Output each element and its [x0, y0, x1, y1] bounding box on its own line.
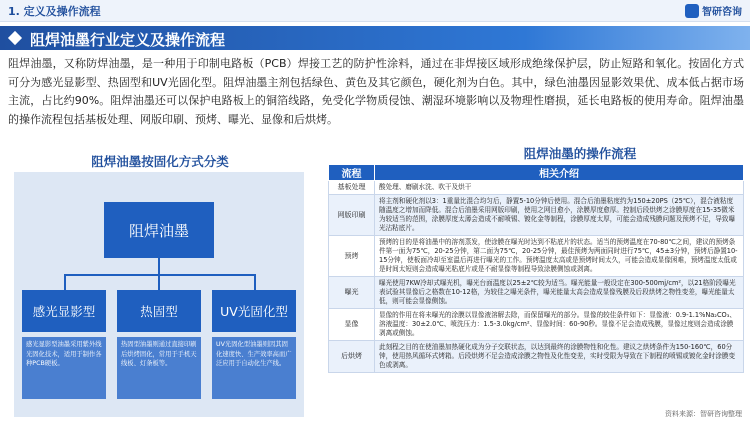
table-row: [329, 277, 744, 309]
diamond-icon: [8, 31, 22, 45]
step-cell: 曝光: [329, 277, 375, 309]
table-row: [329, 181, 744, 195]
brand-name: 智研咨询: [702, 7, 742, 18]
category-photo-imageable: 感光显影型: [22, 290, 106, 332]
desc-cell: 显像的作用在将未曝光的涂膜以显像液溶解去除，而保留曝光的部分。显像的较佳条件如下：显像液：0.9-1.1%Na₂CO₃、溶液温度：30±2.0℃、喷洗压力：1.5-3.0kg/cm²、显像时间：60-90秒。显像不足会造成残膜，显像过度则会造成涂膜剥离或侧蚀。: [375, 309, 744, 341]
category-desc: 热固型油墨则通过直接印刷后烘烤固化，常用于手机天线板、灯条板等。: [117, 337, 201, 399]
step-cell: 网版印刷: [329, 195, 375, 236]
category-thermal-cure: 热固型: [117, 290, 201, 332]
table-row: [329, 341, 744, 373]
step-cell: 基板处理: [329, 181, 375, 195]
process-table: [328, 164, 744, 373]
category-desc: 感光显影型油墨采用紫外线光固化技术，适用于制作各种PCB硬板。: [22, 337, 106, 399]
step-cell: 后烘烤: [329, 341, 375, 373]
desc-cell: 此刻程之目的在使油墨加热硬化成为分子交联状态，以达到最终的涂膜物性和化性。建议之烘烤条件为150-160℃，60分钟，使用热风循环式烤箱。后段烘烤不足会造成涂膜之物性及化性变差，实时受限为导致在下制程的喷锡或镀化金时涂膜变色或剥离。: [375, 341, 744, 373]
page-title-bar: [0, 26, 750, 50]
desc-cell: 将主剂和硬化剂以3：1重量比混合均匀后，静置5-10分钟后使用。混合后油墨粘度约为150±20PS（25℃），混合液粘度随温度之增加而降低。混合后油墨采用网版印刷，使用之网目愈小，涂膜厚度愈厚。控制后段烘烤之涂膜厚度在15-35微米为较适当的范围，涂膜厚度太薄会造成不耐喷锡、镀化金等制程，涂膜厚度太厚，可能会造成残膜问题及预烤不足，导致曝光沾粘底片。: [375, 195, 744, 236]
brand-logo: [685, 3, 742, 18]
classification-title: 阻焊油墨按固化方式分类: [91, 154, 229, 169]
step-cell: 显像: [329, 309, 375, 341]
desc-cell: 预烤的目的是将油墨中的溶剂蒸发，使涂膜在曝光时达到不粘底片的状态。适当的预烤温度在70-80℃之间，建议的预烤条件第一面为75℃，20-25分钟，第二面为75℃，20-25分钟，最佳预烤为两面同时进行75℃，45±3分钟，预烤后静置10-15分钟，使板面冷却至室温后再进行曝光的工作。预烤温度太高或是预烤时间太久，可能会造成显像困难，预烤温度太低或是时间太短则会造成曝光粘底片或是不耐显像等制程导致涂膜侧蚀或剥离。: [375, 236, 744, 277]
column-header: 相关介绍: [375, 165, 744, 181]
section-label: 1. 定义及操作流程: [8, 5, 101, 18]
root-node: 阻焊油墨: [104, 202, 214, 258]
desc-cell: 酸处理、磨刷水洗、吹干及烘干: [375, 181, 744, 195]
connector-line: [254, 274, 256, 290]
source-note: 资料来源：智研咨询整理: [665, 410, 742, 418]
step-cell: 预烤: [329, 236, 375, 277]
column-header: 流程: [329, 165, 375, 181]
table-row: [329, 309, 744, 341]
page-title: 阻焊油墨行业定义及操作流程: [30, 31, 226, 49]
connector-line: [158, 274, 160, 290]
desc-cell: 曝光使用7KW冷却式曝光机，曝光台面温度以25±2℃较为适当。曝光能量一般设定在300-500mj/cm²，以21格阶段曝光表试验其显像后之格数在10-12格，为较佳之曝光条件，曝光能量太高会造成显像残膜及后段烘烤之物性变差，曝光能量太低，则可能会显像侧蚀。: [375, 277, 744, 309]
table-row: [329, 195, 744, 236]
table-row: [329, 236, 744, 277]
connector-line: [64, 274, 66, 290]
connector-line: [64, 274, 256, 276]
connector-line: [158, 258, 160, 274]
process-title: 阻焊油墨的操作流程: [523, 146, 637, 161]
category-uv-cure: UV光固化型: [212, 290, 296, 332]
category-desc: UV光固化型油墨则因其固化速度快、生产效率高而广泛应用于自动化生产线。: [212, 337, 296, 399]
top-bar: [0, 0, 750, 22]
classification-diagram: [14, 172, 304, 417]
brand-logo-icon: [685, 4, 699, 18]
intro-paragraph: 阻焊油墨，又称防焊油墨，是一种用于印制电路板（PCB）焊接工艺的防护性涂料，通过在非焊接区域形成绝缘保护层，防止短路和氧化。按固化方式可分为感光显影型、热固型和UV光固化型。阻焊油墨主剂包括绿色、黄色及其它颜色，硬化剂为白色。其中，绿色油墨因显影效果优、成本低占据市场主流，占比约90%。阻焊油墨还可以保护电路板上的铜箔线路，免受化学物质侵蚀、潮湿环境影响以及物理性磨损，延长电路板的使用寿命。阻焊油墨的操作流程包括基板处理、网版印刷、预烤、曝光、显像和后烘烤。: [8, 57, 744, 126]
